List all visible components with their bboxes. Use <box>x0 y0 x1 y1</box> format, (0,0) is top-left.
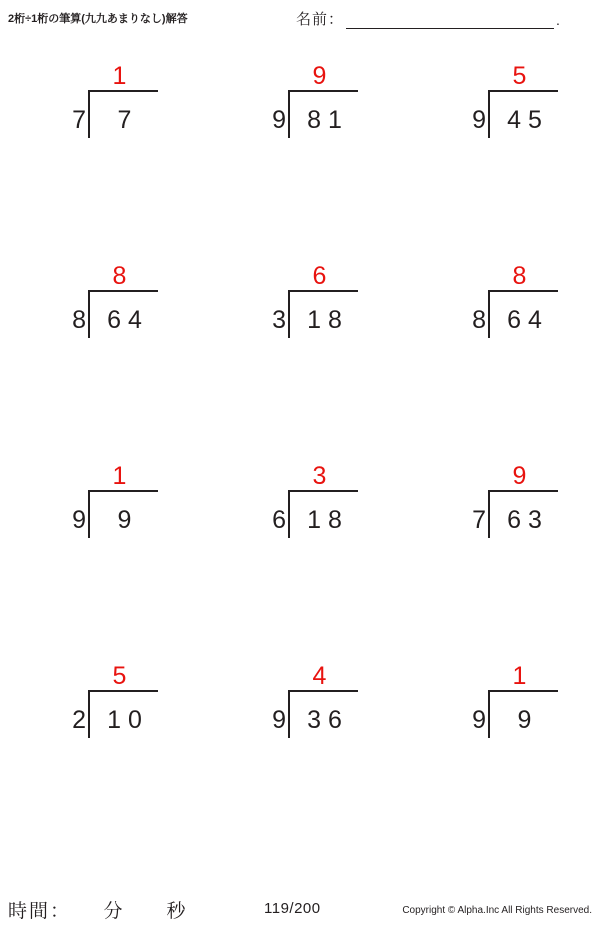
problem-cell <box>0 62 200 262</box>
problem-cell <box>0 462 200 662</box>
problem-cell <box>0 662 200 862</box>
division-problem <box>400 62 600 152</box>
divisor: 8 <box>72 306 86 334</box>
quotient-answer: 9 <box>512 462 534 490</box>
divisor: 9 <box>72 506 86 534</box>
division-problem <box>400 662 600 752</box>
dividend: 9 <box>517 706 539 734</box>
problem-row <box>0 662 600 862</box>
quotient-answer: 5 <box>112 662 134 690</box>
name-input-line[interactable] <box>346 11 554 29</box>
divisor: 7 <box>72 106 86 134</box>
quotient-answer: 8 <box>512 262 534 290</box>
divisor: 3 <box>272 306 286 334</box>
problem-cell <box>200 662 400 862</box>
divisor: 2 <box>72 706 86 734</box>
division-problem <box>200 262 400 352</box>
quotient-answer: 1 <box>512 662 534 690</box>
quotient-answer: 8 <box>112 262 134 290</box>
quotient-answer: 1 <box>112 62 134 90</box>
quotient-answer: 9 <box>312 62 334 90</box>
problem-row <box>0 462 600 662</box>
problem-cell <box>400 462 600 662</box>
division-problem <box>200 462 400 552</box>
quotient-answer: 5 <box>512 62 534 90</box>
divisor: 9 <box>472 106 486 134</box>
problem-cell <box>400 62 600 262</box>
division-problem <box>400 262 600 352</box>
dividend: 63 <box>507 506 549 534</box>
divisor: 9 <box>272 706 286 734</box>
division-problem <box>0 62 200 152</box>
division-problem <box>200 62 400 152</box>
quotient-answer: 3 <box>312 462 334 490</box>
divisor: 7 <box>472 506 486 534</box>
dividend: 64 <box>507 306 549 334</box>
divisor: 8 <box>472 306 486 334</box>
dividend: 18 <box>307 506 349 534</box>
quotient-answer: 4 <box>312 662 334 690</box>
problem-row <box>0 262 600 462</box>
name-field-block <box>296 8 560 29</box>
problem-grid <box>0 62 600 862</box>
quotient-answer: 1 <box>112 462 134 490</box>
problem-cell <box>200 262 400 462</box>
problem-cell <box>200 462 400 662</box>
division-problem <box>400 462 600 552</box>
name-period: . <box>556 12 560 28</box>
dividend: 18 <box>307 306 349 334</box>
problem-cell <box>200 62 400 262</box>
dividend: 45 <box>507 106 549 134</box>
page-footer <box>0 896 600 926</box>
divisor: 6 <box>272 506 286 534</box>
division-problem <box>0 262 200 352</box>
dividend: 64 <box>107 306 149 334</box>
quotient-answer: 6 <box>312 262 334 290</box>
problem-cell <box>0 262 200 462</box>
time-label: 時間： 分 秒 <box>8 901 188 922</box>
divisor: 9 <box>272 106 286 134</box>
dividend: 81 <box>307 106 349 134</box>
division-problem <box>200 662 400 752</box>
division-problem <box>0 462 200 552</box>
dividend: 9 <box>117 506 139 534</box>
page-title: 2桁÷1桁の筆算(九九あまりなし)解答 <box>8 13 188 25</box>
dividend: 10 <box>107 706 149 734</box>
division-problem <box>0 662 200 752</box>
page-number: 119/200 <box>264 900 321 917</box>
dividend: 36 <box>307 706 349 734</box>
problem-row <box>0 62 600 262</box>
dividend: 7 <box>117 106 139 134</box>
divisor: 9 <box>472 706 486 734</box>
name-label: 名前： <box>296 11 345 28</box>
problem-cell <box>400 662 600 862</box>
copyright-notice: Copyright © Alpha.Inc All Rights Reserved. <box>402 905 592 916</box>
problem-cell <box>400 262 600 462</box>
